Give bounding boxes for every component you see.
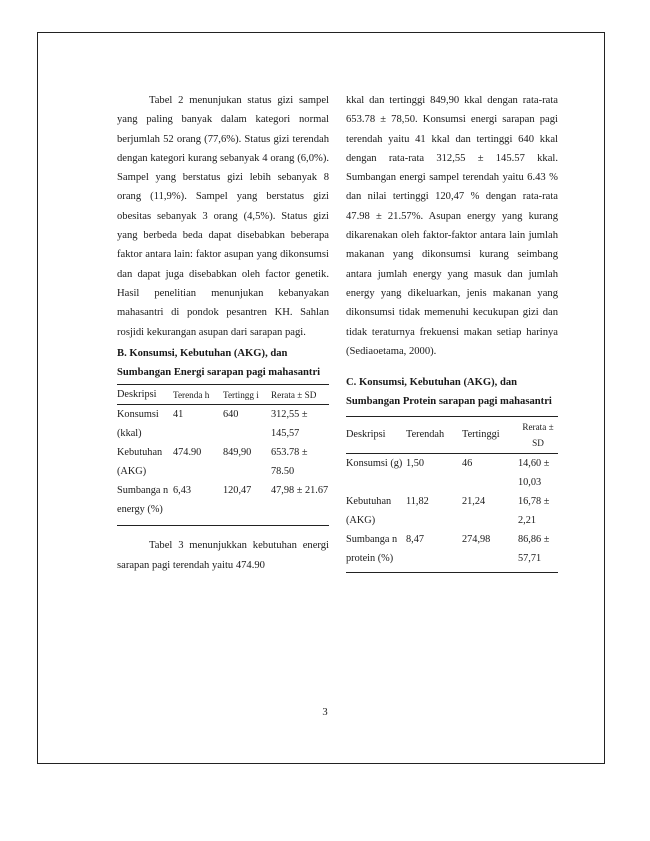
- body-paragraph: Tabel 3 menunjukkan kebutuhan energi sarapan pagi terendah yaitu 474.90: [117, 540, 329, 571]
- section-title: Konsumsi, Kebutuhan (AKG), dan Sumbangan Protein sarapan pagi mahasantri: [346, 377, 552, 408]
- table-cell: Sumbanga n energy (%): [117, 485, 169, 516]
- header-cell: Rerata ± SD: [271, 389, 317, 400]
- page-number: 3: [322, 707, 328, 718]
- table-cell: 46: [462, 457, 473, 469]
- header-cell: Deskripsi: [117, 389, 157, 401]
- table-row: [117, 481, 329, 526]
- table-cell: 640: [223, 409, 239, 421]
- body-paragraph: Tabel 2 menunjukan status gizi sampel yang paling banyak dalam kategori normal berjumlah 52 orang (77,6%). Status gizi terendah dengan kategori kurang sebanyak 4 orang (6,0%). Sampel yang berstatus gizi lebih sebanyak 8 orang (11,9%). Sampel yang berstatus gizi obesitas sebanyak 3 orang (4,5%). Status gizi yang berbeda beda dapat disebabkan beberapa faktor antara lain: faktor asupan yang dikonsumsi dan dapat juga disebabkan oleh factor genetik. Hasil penelitian menunjukan kebanyakan mahasantri di pondok pesantren KH. Sahlan rosjidi kekurangan asupan dari sarapan pagi.: [117, 95, 329, 338]
- table-cell: 653.78 ± 78.50: [271, 447, 308, 478]
- section-title: Konsumsi, Kebutuhan (AKG), dan Sumbangan Energi sarapan pagi mahasantri: [117, 347, 321, 379]
- table-cell: Konsumsi (kkal): [117, 409, 159, 440]
- table-cell: 41: [173, 409, 184, 421]
- table-cell: Sumbanga n protein (%): [346, 533, 398, 564]
- table-row: [346, 453, 558, 492]
- table-cell: 1,50: [406, 457, 425, 469]
- right-column: [346, 91, 558, 573]
- table-cell: Kebutuhan (AKG): [346, 495, 392, 526]
- table-cell: Konsumsi (g): [346, 457, 403, 469]
- table-energy: [117, 384, 329, 526]
- table-header-row: [346, 416, 558, 453]
- table-header-row: [117, 385, 329, 405]
- table-cell: 86,86 ± 57,71: [518, 533, 550, 564]
- section-letter: C.: [346, 377, 357, 389]
- header-cell: Tertinggi: [462, 429, 500, 441]
- body-paragraph: kkal dan tertinggi 849,90 kkal dengan rata-rata 653.78 ± 78,50. Konsumsi energi sarapan pagi terendah yaitu 41 kkal dan tertinggi 640 kkal dengan rata-rata 312,55 ± 145.57 kkal. Sumbangan energi sampel terendah yaitu 6.43 % dan nilai tertinggi 120,47 % dengan rata-rata 47.98 ± 21.57%. Asupan energy yang kurang dikarenakan oleh faktor-faktor antara lain jumlah makanan yang dikonsumsi kurang seimbang antara jumlah energy yang masuk dan jumlah energy yang dikeluarkan, jenis makanan yang dikonsumsi tidak memenuhi kecukupan gizi dan tidak teraturnya frekuensi makan setiap harinya (Sediaoetama, 2000).: [346, 95, 558, 357]
- header-cell: Deskripsi: [346, 429, 386, 441]
- table-row: [117, 443, 329, 481]
- table-cell: Kebutuhan (AKG): [117, 447, 163, 478]
- header-cell: Tertingg i: [223, 389, 259, 400]
- table-cell: 6,43: [173, 485, 192, 497]
- section-heading-c: [346, 373, 558, 412]
- table-cell: 14,60 ± 10,03: [518, 457, 550, 488]
- table-cell: 474.90: [173, 447, 202, 459]
- left-column: [117, 91, 329, 575]
- table-row: [346, 492, 558, 530]
- table-cell: 21,24: [462, 495, 486, 507]
- table-cell: 849,90: [223, 447, 252, 459]
- table-cell: 47,98 ± 21.67: [271, 485, 329, 497]
- table-cell: 16,78 ± 2,21: [518, 495, 550, 526]
- table-cell: 8,47: [406, 533, 425, 545]
- table-cell: 11,82: [406, 495, 429, 507]
- header-cell: Rerata ± SD: [522, 421, 554, 448]
- table-protein: [346, 416, 558, 573]
- table-row: [346, 530, 558, 573]
- header-cell: Terendah: [406, 429, 445, 441]
- table-cell: 312,55 ± 145,57: [271, 409, 308, 440]
- table-cell: 120,47: [223, 485, 252, 497]
- header-cell: Terenda h: [173, 389, 210, 400]
- table-cell: 274,98: [462, 533, 491, 545]
- section-letter: B.: [117, 347, 127, 359]
- table-row: [117, 405, 329, 444]
- section-heading-b: [117, 344, 329, 383]
